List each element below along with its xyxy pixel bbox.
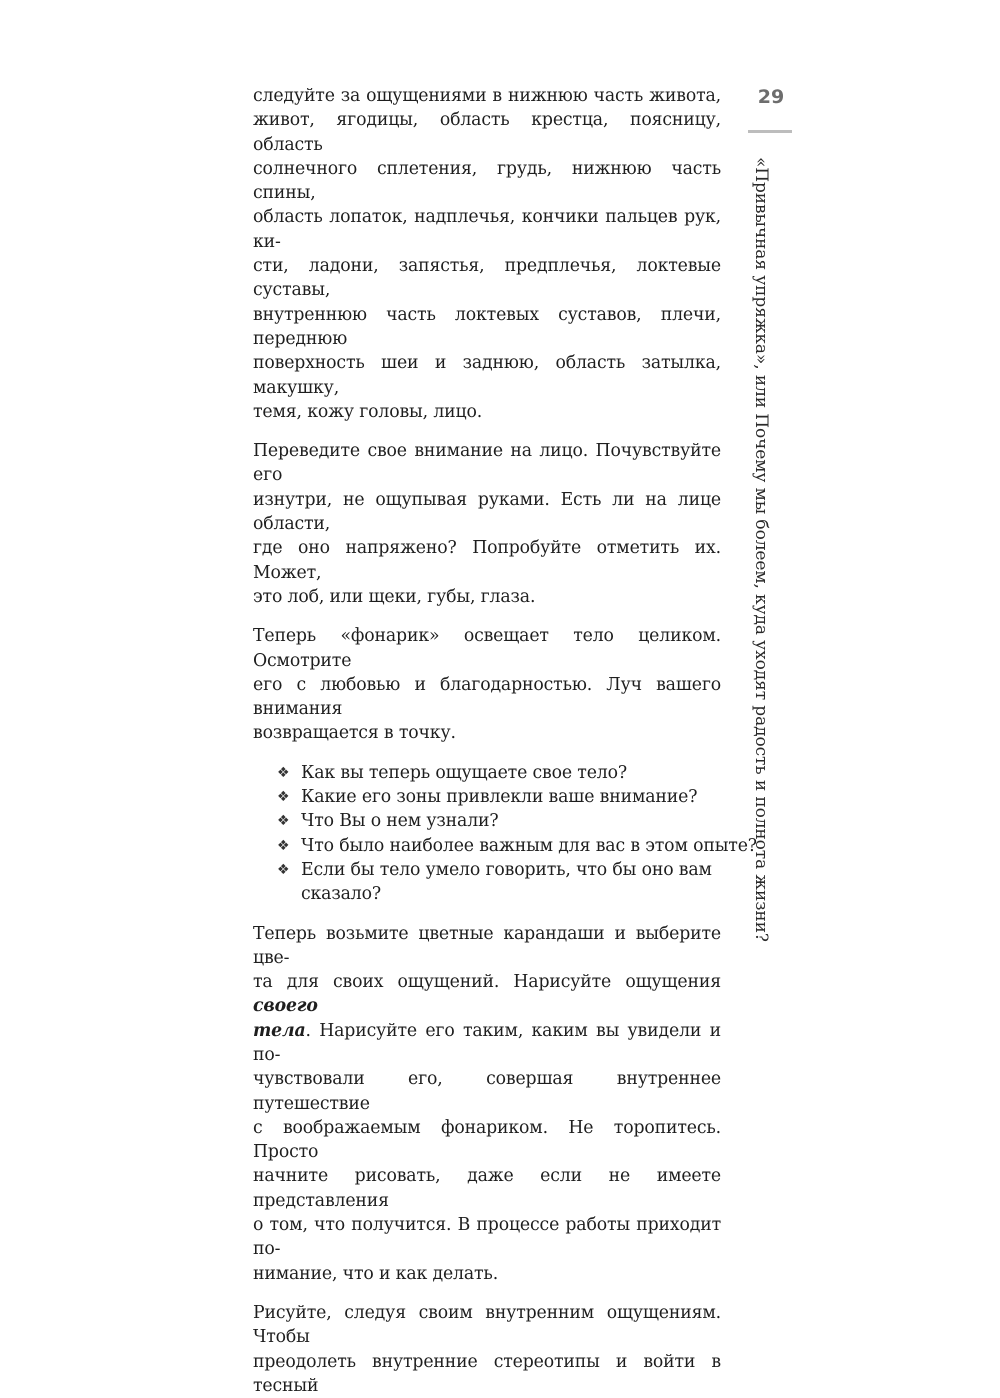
text-line	[253, 970, 721, 1019]
running-head: «Привычная упряжка», или Почему мы болеем, куда уходят радость и полнота жизни?	[751, 157, 771, 942]
text-line: изнутри, не ощупывая руками. Есть ли на лице области,	[253, 489, 721, 535]
paragraph-1	[253, 84, 721, 424]
list-item	[277, 761, 721, 785]
paragraph-4	[253, 922, 721, 1286]
text-line: начните рисовать, даже если не имеете представления	[253, 1166, 721, 1211]
text-line: Теперь возьмите цветные карандаши и выберите цве-	[253, 923, 721, 968]
text-line: Рисуйте, следуя своим внутренним ощущениям. Чтобы	[253, 1302, 721, 1348]
text-line: Переведите свое внимание на лицо. Почувствуйте его	[253, 441, 721, 486]
emphasis-text: тела	[253, 1020, 306, 1041]
text-line: внутреннюю часть локтевых суставов, плечи, переднюю	[253, 304, 721, 349]
text-line: солнечного сплетения, грудь, нижнюю часть спины,	[253, 158, 721, 204]
text-line: Теперь «фонарик» освещает тело целиком. Осмотрите	[253, 626, 721, 671]
text-line: его с любовью и благодарностью. Луч вашего внимания	[253, 674, 721, 720]
text-line: следуйте за ощущениями в нижнюю часть живота,	[253, 86, 721, 106]
page-number: 29	[757, 86, 785, 108]
text-line: о том, что получится. В процессе работы приходит по-	[253, 1215, 721, 1260]
text-line: где оно напряжено? Попробуйте отметить их. Может,	[253, 538, 721, 583]
list-item-text: Какие его зоны привлекли ваше внимание?	[301, 787, 698, 808]
question-list	[253, 761, 757, 907]
text-line: область лопаток, надплечья, кончики пальцев рук, ки-	[253, 207, 721, 252]
body-text	[253, 84, 757, 1398]
text-line	[253, 1019, 721, 1068]
list-item-text: Как вы теперь ощущаете свое тело?	[301, 762, 627, 783]
header-divider	[748, 130, 792, 133]
list-item	[277, 785, 721, 809]
list-item	[277, 809, 721, 833]
diamond-bullet-icon: ❖	[277, 764, 290, 781]
emphasis-text: своего	[253, 996, 318, 1017]
list-item	[277, 834, 757, 858]
text-line: преодолеть внутренние стереотипы и войти в тесный	[253, 1351, 721, 1396]
text-run: . Нарисуйте его таким, каким вы увидели и по-	[253, 1020, 721, 1065]
diamond-bullet-icon: ❖	[277, 861, 290, 878]
text-line: с воображаемым фонариком. Не торопитесь. Просто	[253, 1117, 721, 1163]
paragraph-3	[253, 624, 721, 745]
paragraph-2	[253, 439, 721, 609]
diamond-bullet-icon: ❖	[277, 789, 290, 806]
text-line: темя, кожу головы, лицо.	[253, 401, 483, 422]
text-line: это лоб, или щеки, губы, глаза.	[253, 586, 536, 607]
list-item-text: Если бы тело умело говорить, что бы оно вам	[301, 859, 712, 880]
text-line: сти, ладони, запястья, предплечья, локтевые суставы,	[253, 256, 721, 301]
text-line: возвращается в точку.	[253, 723, 456, 744]
list-item	[277, 858, 721, 907]
text-line: чувствовали его, совершая внутреннее путешествие	[253, 1069, 721, 1114]
list-item-text: Что было наиболее важным для вас в этом опыте?	[301, 835, 757, 856]
text-line: нимание, что и как делать.	[253, 1263, 499, 1284]
diamond-bullet-icon: ❖	[277, 837, 290, 854]
list-item-text: сказало?	[301, 884, 381, 905]
list-item-text: Что Вы о нем узнали?	[301, 811, 499, 832]
text-line: живот, ягодицы, область крестца, поясницу, область	[253, 110, 721, 155]
paragraph-5	[253, 1301, 721, 1398]
text-line: поверхность шеи и заднюю, область затылка, макушку,	[253, 353, 721, 398]
text-run: та для своих ощущений. Нарисуйте ощущения	[253, 972, 721, 993]
diamond-bullet-icon: ❖	[277, 813, 290, 830]
